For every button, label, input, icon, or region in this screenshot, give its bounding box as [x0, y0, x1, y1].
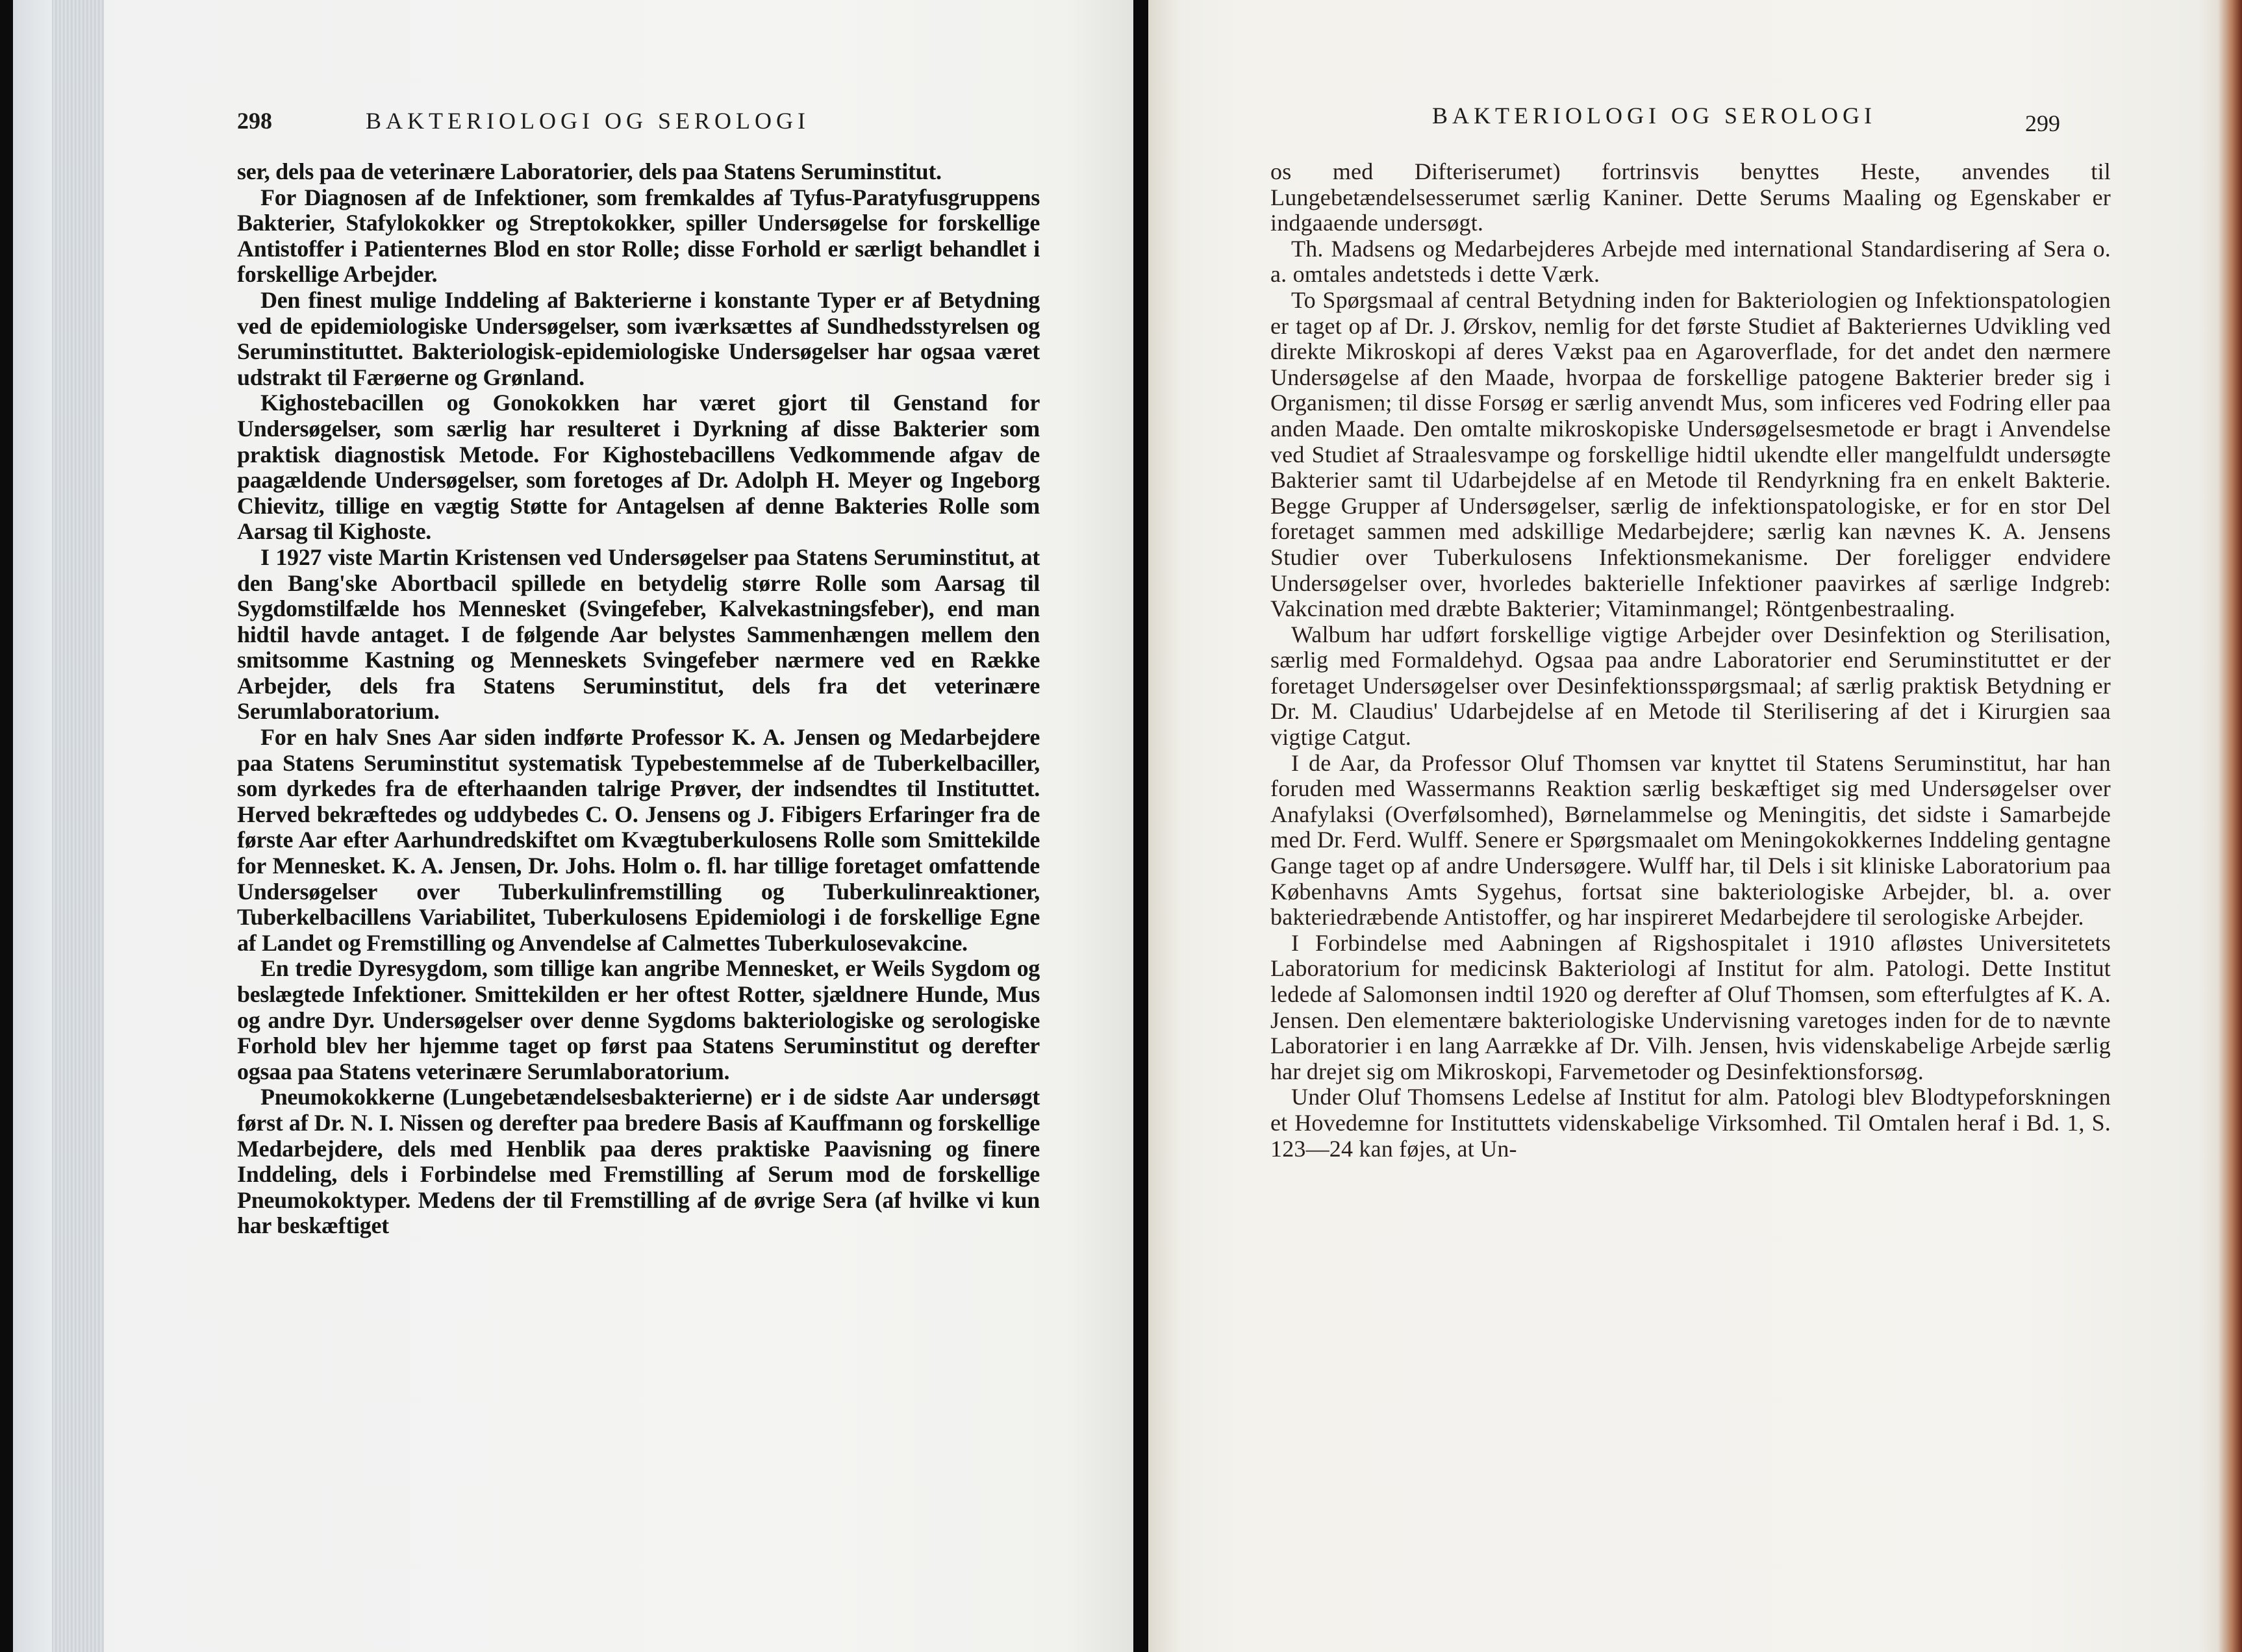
- left-page-number: 298: [237, 108, 272, 134]
- page-edges: [52, 0, 104, 1652]
- paragraph: For en halv Snes Aar siden indførte Professor K. A. Jensen og Medarbejdere paa Statens Seruminstitut systematisk Typebestemmelse af de Tuberkelbaciller, som dyrkedes fra de efterhaanden talrige Prøver, der indsendtes til Instituttet. Herved bekræftedes og uddybedes C. O. Jensens og J. Fibigers Erfaringer fra de første Aar efter Aarhundredskiftet om Kvægtuberkulosens Rolle som Smittekilde for Mennesket. K. A. Jensen, Dr. Johs. Holm o. fl. har tillige foretaget omfattende Undersøgelser over Tuberkulinfremstilling og Tuberkulinreaktioner, Tuberkelbacillens Variabilitet, Tuberkulosens Epidemiologi i de forskellige Egne af Landet og Fremstilling og Anvendelse af Calmettes Tuberkulosevakcine.: [237, 724, 1040, 956]
- paragraph: ser, dels paa de veterinære Laboratorier, dels paa Statens Seruminstitut.: [237, 158, 942, 184]
- red-page-edge: [2217, 0, 2242, 1652]
- paragraph: For Diagnosen af de Infektioner, som fremkaldes af Tyfus-Paratyfusgruppens Bakterier, Stafylokokker og Streptokokker, spiller Undersøgelse for forskellige Antistoffer i Patienternes Blod en stor Rolle; disse Forhold er særligt behandlet i forskellige Arbejder.: [237, 184, 1040, 288]
- paragraph: os med Difteriserumet) fortrinsvis benyttes Heste, anvendes til Lungebetændelsesserumet særlig Kaniner. Dette Serums Maaling og Egenskaber er indgaaende undersøgt.: [1270, 158, 2111, 236]
- paragraph: Den finest mulige Inddeling af Bakterierne i konstante Typer er af Betydning ved de epidemiologiske Undersøgelser, som iværksættes af Sundhedsstyrelsen og Seruminstituttet. Bakteriologisk-epidemiologiske Undersøgelser har ogsaa været udstrakt til Færøerne og Grønland.: [237, 286, 1040, 390]
- paragraph: To Spørgsmaal af central Betydning inden for Bakteriologien og Infektionspatologien er taget op af Dr. J. Ørskov, nemlig for det første Studiet af Bakteriernes Udvikling ved direkte Mikroskopi af deres Vækst paa en Agaroverflade, for det andet den nærmere Undersøgelse af den Maade, hvorpaa de forskellige patogene Bakterier breder sig i Organismen; til disse Forsøg er særlig anvendt Mus, som inficeres ved Fodring eller paa anden Maade. Den omtalte mikroskopiske Undersøgelsesmetode er bragt i Anvendelse ved Studiet af Straalesvampe og forskellige hidtil ukendte eller mangelfuldt undersøgte Bakterier samt til Udarbejdelse af en Metode til Rendyrkning fra en enkelt Bakterie. Begge Grupper af Undersøgelser, særlig de infektionspatologiske, er for en stor Del foretaget sammen med adskillige Medarbejdere; særlig kan nævnes K. A. Jensens Studier over Tuberkulosens Infektionsmekanisme. Der foreligger endvidere Undersøgelser over, hvorledes bakterielle Infektioner paavirkes af særlige Indgreb: Vakcination med dræbte Bakterier; Vitaminmangel; Röntgenbestraaling.: [1270, 286, 2111, 622]
- right-running-head: BAKTERIOLOGI OG SEROLOGI: [1432, 103, 1876, 129]
- right-header: [1148, 103, 2242, 146]
- paragraph: Under Oluf Thomsens Ledelse af Institut for alm. Patologi blev Blodtypeforskningen et Hovedemne for Instituttets videnskabelige Virksomhed. Til Omtalen heraf i Bd. 1, S. 123—24 kan føjes, at Un-: [1270, 1084, 2111, 1162]
- left-running-head: BAKTERIOLOGI OG SEROLOGI: [366, 108, 810, 134]
- paragraph: I de Aar, da Professor Oluf Thomsen var knyttet til Statens Seruminstitut, har han foruden med Wassermanns Reaktion særlig beskæftiget sig med Undersøgelser over Anafylaksi (Overfølsomhed), Børnelammelse og Meningitis, det sidste i Samarbejde med Dr. Ferd. Wulff. Senere er Spørgsmaalet om Meningokokkernes Inddeling gentagne Gange taget op af andre Undersøgere. Wulff har, til Dels i sit kliniske Laboratorium paa Københavns Amts Sygehus, fortsat sine bakteriologiske Arbejder, bl. a. over bakteriedræbende Antistoffer, og har inspireret Medarbejdere til serologiske Arbejder.: [1270, 749, 2111, 931]
- paragraph: En tredie Dyresygdom, som tillige kan angribe Mennesket, er Weils Sygdom og beslægtede Infektioner. Smittekilden er her oftest Rotter, sjældnere Hunde, Mus og andre Dyr. Undersøgelser over denne Sygdoms bakteriologiske og serologiske Forhold blev her hjemme taget op først paa Statens Seruminstitut og derefter ogsaa paa Statens veterinære Serumlaboratorium.: [237, 955, 1040, 1084]
- book-gutter: [1133, 0, 1148, 1652]
- paragraph: Kighostebacillen og Gonokokken har været gjort til Genstand for Undersøgelser, som særlig har resulteret i Dyrkning af disse Bakterier som praktisk diagnostisk Metode. For Kighostebacillens Vedkommende afgav de paagældende Undersøgelser, som foretoges af Dr. Adolph H. Meyer og Ingeborg Chievitz, tillige en vægtig Støtte for Antagelsen af denne Bakteries Rolle som Aarsag til Kighoste.: [237, 390, 1040, 545]
- paragraph: Th. Madsens og Medarbejderes Arbejde med international Standardisering af Sera o. a. omtales andetsteds i dette Værk.: [1270, 235, 2111, 288]
- left-body-text: [237, 159, 1040, 1239]
- right-body-text: [1270, 159, 2111, 1162]
- paragraph: Walbum har udført forskellige vigtige Arbejder over Desinfektion og Sterilisation, særlig med Formaldehyd. Ogsaa paa andre Laboratorier end Seruminstituttet er der foretaget Undersøgelser over Desinfektionsspørgsmaal; af særlig praktisk Betydning er Dr. M. Claudius' Udarbejdelse af en Metode til Sterilisering af det i Kirurgien saa vigtige Catgut.: [1270, 621, 2111, 751]
- right-page-number: 299: [2025, 110, 2060, 136]
- left-header: [0, 107, 1133, 146]
- paragraph: Pneumokokkerne (Lungebetændelsesbakterierne) er i de sidste Aar undersøgt først af Dr. N. I. Nissen og derefter paa bredere Basis af Kauffmann og forskellige Medarbejdere, dels med Henblik paa deres praktiske Paavisning og finere Inddeling, dels i Forbindelse med Fremstilling af Serum mod de forskellige Pneumokoktyper. Medens der til Fremstilling af de øvrige Sera (af hvilke vi kun har beskæftiget: [237, 1084, 1040, 1239]
- paragraph: I 1927 viste Martin Kristensen ved Undersøgelser paa Statens Seruminstitut, at den Bang'ske Abortbacil spillede en betydelig større Rolle som Aarsag til Sygdomstilfælde hos Mennesket (Svingefeber, Kalvekastningsfeber), end man hidtil havde antaget. I de følgende Aar belystes Sammenhængen mellem den smitsomme Kastning og Menneskets Svingefeber nærmere ved en Række Arbejder, dels fra Statens Seruminstitut, dels fra det veterinære Serumlaboratorium.: [237, 544, 1040, 725]
- paragraph: I Forbindelse med Aabningen af Rigshospitalet i 1910 afløstes Universitetets Laboratorium for medicinsk Bakteriologi af Institut for alm. Patologi. Dette Institut ledede af Salomonsen indtil 1920 og derefter af Oluf Thomsen, som efterfulgtes af K. A. Jensen. Den elementære bakteriologiske Undervisning varetoges inden for de to nævnte Laboratorier i en lang Aarrække af Dr. Vilh. Jensen, hvis videnskabelige Arbejde særlig har drejet sig om Mikroskopi, Farvemetoder og Desinfektionsforsøg.: [1270, 929, 2111, 1084]
